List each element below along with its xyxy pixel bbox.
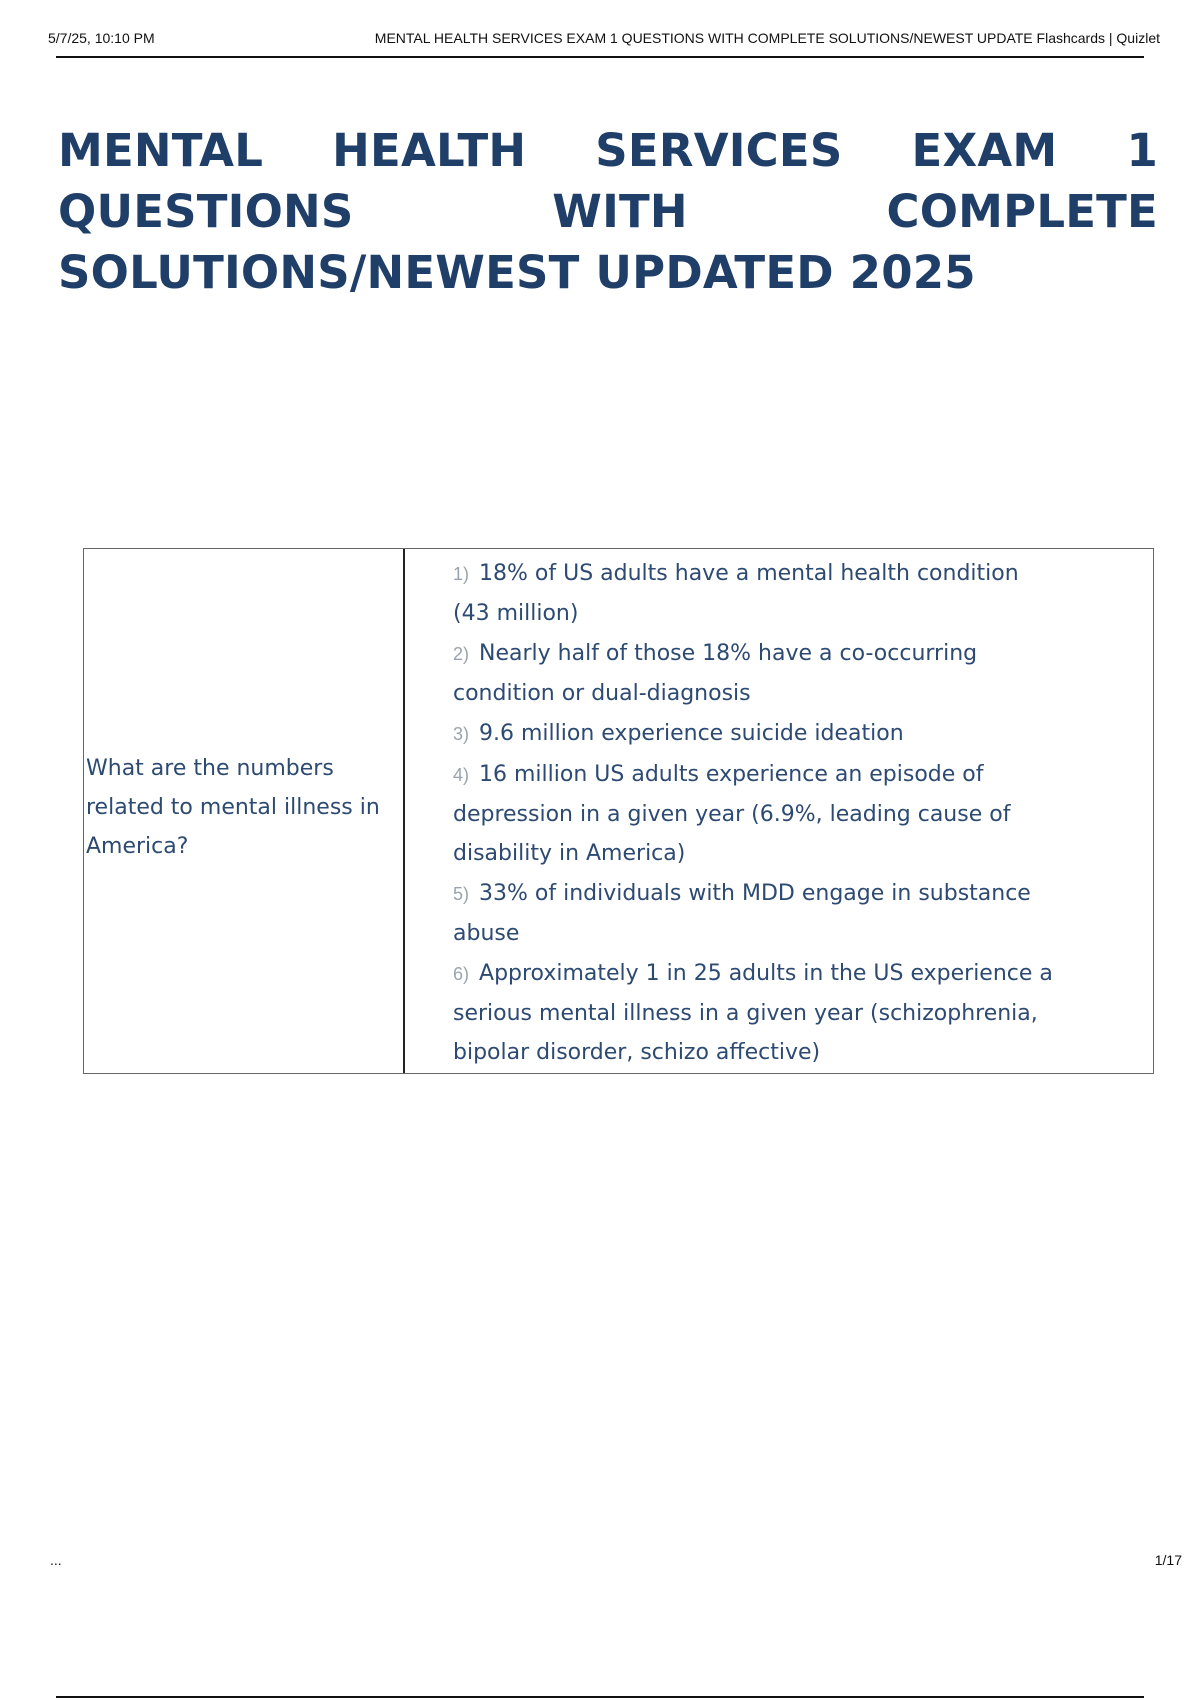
flashcard-table (83, 548, 1154, 1074)
footer-divider (56, 1696, 1144, 1698)
question-cell (84, 549, 405, 1073)
answer-number: 5) (453, 884, 470, 904)
answer-item (453, 755, 1053, 873)
answer-number: 2) (453, 644, 470, 664)
answer-number: 4) (453, 765, 470, 785)
print-page-title: MENTAL HEALTH SERVICES EXAM 1 QUESTIONS WITH COMPLETE SOLUTIONS/NEWEST UPDATE Flashcards | Quizlet (374, 30, 1160, 46)
print-header (48, 30, 1160, 52)
answer-item (453, 634, 1053, 713)
answer-list (453, 554, 1053, 1073)
answer-item (453, 714, 1053, 754)
answer-cell (405, 549, 1152, 1073)
answer-text: 9.6 million experience suicide ideation (479, 721, 904, 746)
answer-number: 6) (453, 964, 470, 984)
document-title: MENTAL HEALTH SERVICES EXAM 1 QUESTIONS WITH COMPLETE SOLUTIONS/NEWEST UPDATED 2025 (58, 124, 1158, 299)
footer-ellipsis: ... (50, 1552, 62, 1568)
answer-text: 18% of US adults have a mental health condition (43 million) (453, 561, 1019, 626)
answer-text: Approximately 1 in 25 adults in the US experience a serious mental illness in a given year (schizophrenia, bipolar disorder, schizo affective) (453, 961, 1053, 1065)
answer-text: 16 million US adults experience an episode of depression in a given year (6.9%, leading cause of disability in America) (453, 762, 1011, 866)
answer-number: 3) (453, 724, 470, 744)
header-divider (56, 56, 1144, 58)
answer-item (453, 554, 1053, 633)
question-text: What are the numbers related to mental illness in America? (86, 756, 380, 859)
print-date: 5/7/25, 10:10 PM (48, 30, 155, 46)
answer-text: 33% of individuals with MDD engage in substance abuse (453, 881, 1031, 946)
answer-number: 1) (453, 564, 470, 584)
answer-item (453, 954, 1053, 1072)
page-number: 1/17 (1154, 1552, 1182, 1568)
answer-item (453, 874, 1053, 953)
answer-text: Nearly half of those 18% have a co-occurring condition or dual-diagnosis (453, 641, 978, 706)
